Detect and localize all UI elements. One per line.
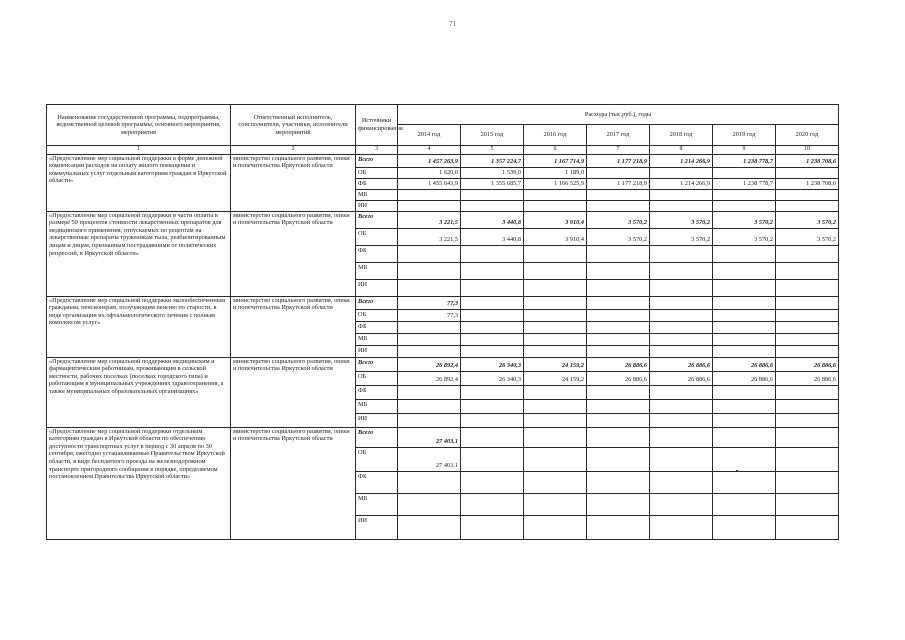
funding-source: ОБ <box>356 309 398 321</box>
amount-cell <box>650 515 713 539</box>
amount-cell: 3 910,4 <box>524 228 587 245</box>
funding-source: МБ <box>356 262 398 279</box>
amount-cell <box>461 399 524 413</box>
amount-cell <box>461 515 524 539</box>
amount-cell <box>650 427 713 447</box>
table-row <box>47 427 839 447</box>
amount-cell <box>776 309 839 321</box>
amount-cell <box>650 447 713 471</box>
amount-cell: 26 886,6 <box>713 357 776 371</box>
amount-cell <box>776 385 839 399</box>
funding-source: ИИ <box>356 413 398 427</box>
amount-cell <box>713 309 776 321</box>
amount-cell <box>587 515 650 539</box>
amount-cell <box>398 515 461 539</box>
amount-cell: 1 620,0 <box>398 167 461 178</box>
amount-cell <box>713 167 776 178</box>
amount-cell <box>398 345 461 357</box>
amount-cell <box>650 309 713 321</box>
budget-table <box>46 104 839 540</box>
amount-cell <box>587 279 650 296</box>
amount-cell <box>461 279 524 296</box>
header-year: 2016 год <box>524 125 587 146</box>
amount-cell <box>713 515 776 539</box>
amount-cell: 1 214 266,9 <box>650 178 713 189</box>
amount-cell <box>398 245 461 262</box>
amount-cell <box>587 189 650 200</box>
amount-cell <box>713 345 776 357</box>
column-number: 7 <box>587 146 650 155</box>
amount-cell <box>461 447 524 471</box>
amount-cell <box>713 399 776 413</box>
header-year: 2019 год <box>713 125 776 146</box>
amount-cell: 26 886,6 <box>713 371 776 385</box>
amount-cell <box>650 200 713 211</box>
amount-cell <box>398 279 461 296</box>
column-number: 3 <box>356 146 398 155</box>
amount-cell <box>461 385 524 399</box>
amount-cell: 77,3 <box>398 309 461 321</box>
executor: министерство социального развития, опеки и попечительства Иркутской области <box>231 211 356 296</box>
amount-cell <box>713 262 776 279</box>
amount-cell <box>524 427 587 447</box>
header-executor: Ответственный исполнитель, соисполнители, участники, исполнители мероприятий <box>231 105 356 146</box>
amount-cell <box>587 309 650 321</box>
amount-cell <box>776 245 839 262</box>
amount-cell <box>587 471 650 493</box>
amount-cell <box>713 279 776 296</box>
amount-cell <box>398 200 461 211</box>
amount-cell <box>524 296 587 309</box>
column-number: 1 <box>47 146 231 155</box>
amount-cell: 26 886,6 <box>650 371 713 385</box>
amount-cell: 3 570,2 <box>650 211 713 228</box>
amount-cell <box>398 493 461 515</box>
amount-cell: 26 886,6 <box>587 357 650 371</box>
amount-cell <box>713 321 776 333</box>
amount-cell <box>587 296 650 309</box>
amount-cell <box>587 385 650 399</box>
amount-cell <box>587 200 650 211</box>
funding-source: ФБ <box>356 321 398 333</box>
amount-cell: 3 221,5 <box>398 211 461 228</box>
amount-cell <box>461 296 524 309</box>
amount-cell <box>713 471 776 493</box>
amount-cell: 1 355 685,7 <box>461 178 524 189</box>
amount-cell <box>650 345 713 357</box>
amount-cell <box>776 333 839 345</box>
amount-cell: 26 340,3 <box>461 357 524 371</box>
measure-name: «Предоставление мер социальной поддержки медицинским и фармацевтическим работникам, проживающим в сельской местности, рабочих поселках (поселках городского типа) и работающим в муниципальных учреждениях здравоохранения, а также муниципальных образовательных организациях» <box>47 357 231 427</box>
amount-cell <box>713 189 776 200</box>
amount-cell <box>587 447 650 471</box>
amount-cell: 26 892,4 <box>398 371 461 385</box>
amount-cell <box>776 515 839 539</box>
amount-cell <box>713 427 776 447</box>
amount-cell <box>461 262 524 279</box>
amount-cell: 1 238 708,6 <box>776 178 839 189</box>
amount-cell: 3 570,2 <box>776 228 839 245</box>
funding-source: ОБ <box>356 228 398 245</box>
amount-cell: 1 177 218,9 <box>587 154 650 167</box>
amount-cell <box>587 345 650 357</box>
amount-cell <box>776 279 839 296</box>
amount-cell <box>713 333 776 345</box>
amount-cell <box>524 385 587 399</box>
amount-cell: 27 403,1 <box>398 427 461 447</box>
amount-cell: 27 403,1 <box>398 447 461 471</box>
amount-cell <box>461 189 524 200</box>
funding-source: МБ <box>356 333 398 345</box>
header-name: Наименование государственной программы, подпрограммы, ведомственной целевой программы, основного мероприятия, мероприятия <box>47 105 231 146</box>
header-year: 2015 год <box>461 125 524 146</box>
amount-cell <box>650 189 713 200</box>
header-source: Источники финансирования <box>356 105 398 146</box>
amount-cell <box>713 200 776 211</box>
amount-cell: 3 910,4 <box>524 211 587 228</box>
executor: министерство социального развития, опеки и попечительства Иркутской области <box>231 296 356 357</box>
amount-cell <box>776 447 839 471</box>
amount-cell <box>650 413 713 427</box>
funding-source: ОБ <box>356 371 398 385</box>
executor: министерство социального развития, опеки и попечительства Иркутской области <box>231 154 356 211</box>
amount-cell <box>587 262 650 279</box>
amount-cell: 1 238 778,7 <box>713 154 776 167</box>
amount-cell: 1 214 266,9 <box>650 154 713 167</box>
amount-cell <box>650 167 713 178</box>
header-expenses: Расходы (тыс.руб.), годы <box>398 105 839 125</box>
amount-cell: 1 238 708,6 <box>776 154 839 167</box>
amount-cell: 3 570,2 <box>713 228 776 245</box>
funding-source: Всего <box>356 357 398 371</box>
funding-source: Всего <box>356 296 398 309</box>
measure-name: «Предоставление мер социальной поддержки в части оплаты в размере 50 процентов стоимости лекарственных препаратов для медицинского применения, отпускаемых по рецептам на лекарственные препараты труженикам тыла, реабилитированным лицам и лицам, признанным пострадавшими от политических репрессий, в Иркутской области» <box>47 211 231 296</box>
amount-cell <box>524 262 587 279</box>
amount-cell: 3 570,2 <box>776 211 839 228</box>
amount-cell <box>776 200 839 211</box>
amount-cell <box>776 189 839 200</box>
amount-cell <box>461 309 524 321</box>
amount-cell <box>524 493 587 515</box>
funding-source: МБ <box>356 399 398 413</box>
amount-cell <box>587 399 650 413</box>
amount-cell <box>524 200 587 211</box>
table-row <box>47 211 839 228</box>
amount-cell <box>650 385 713 399</box>
measure-name: «Предоставление мер социальной поддержки малообеспеченным гражданам, пенсионерам, получающим пенсию по старости, в виде организации их офтальмологического лечения с полным комплексом услуг» <box>47 296 231 357</box>
amount-cell <box>461 200 524 211</box>
amount-cell: 24 159,2 <box>524 371 587 385</box>
header-year: 2014 год <box>398 125 461 146</box>
funding-source: ФБ <box>356 178 398 189</box>
amount-cell <box>398 385 461 399</box>
executor: министерство социального развития, опеки и попечительства Иркутской области <box>231 357 356 427</box>
header-year: 2018 год <box>650 125 713 146</box>
amount-cell: 1 539,0 <box>461 167 524 178</box>
amount-cell: 3 570,2 <box>713 211 776 228</box>
amount-cell <box>524 345 587 357</box>
amount-cell <box>650 399 713 413</box>
column-number: 10 <box>776 146 839 155</box>
amount-cell: 1 177 218,9 <box>587 178 650 189</box>
amount-cell <box>650 296 713 309</box>
amount-cell <box>461 471 524 493</box>
amount-cell <box>776 427 839 447</box>
amount-cell: 26 340,3 <box>461 371 524 385</box>
amount-cell: 3 570,2 <box>587 228 650 245</box>
amount-cell <box>776 167 839 178</box>
amount-cell <box>524 413 587 427</box>
amount-cell: 3 440,8 <box>461 228 524 245</box>
amount-cell <box>461 321 524 333</box>
amount-cell <box>776 296 839 309</box>
table-row <box>47 154 839 167</box>
amount-cell <box>587 493 650 515</box>
amount-cell <box>524 309 587 321</box>
column-number: 8 <box>650 146 713 155</box>
funding-source: МБ <box>356 189 398 200</box>
amount-cell <box>461 345 524 357</box>
amount-cell: 26 892,4 <box>398 357 461 371</box>
amount-cell <box>524 333 587 345</box>
column-number: 9 <box>713 146 776 155</box>
amount-cell <box>524 279 587 296</box>
amount-cell <box>776 471 839 493</box>
amount-cell <box>713 493 776 515</box>
amount-cell: 26 886,6 <box>650 357 713 371</box>
amount-cell <box>398 333 461 345</box>
amount-cell <box>713 385 776 399</box>
measure-name: «Предоставление мер социальной поддержки отдельным категориям граждан в Иркутской области по обеспечению доступности транспортных услуг в период с 30 апреля по 30 сентября, ежегодно устанавливаемые Правительством Иркутской области, в виде бесплатного проезда на железнодорожном транспорте пригородного сообщения в порядке, определяемом постановлением Правительства Иркутской области» <box>47 427 231 539</box>
table-row <box>47 296 839 309</box>
amount-cell <box>524 399 587 413</box>
amount-cell <box>398 321 461 333</box>
executor: министерство социального развития, опеки и попечительства Иркутской области <box>231 427 356 539</box>
header-year: 2017 год <box>587 125 650 146</box>
amount-cell <box>776 413 839 427</box>
amount-cell <box>713 296 776 309</box>
amount-cell <box>713 245 776 262</box>
funding-source: ФБ <box>356 245 398 262</box>
funding-source: ИИ <box>356 515 398 539</box>
amount-cell: 3 221,5 <box>398 228 461 245</box>
amount-cell: 26 886,6 <box>776 371 839 385</box>
amount-cell <box>461 245 524 262</box>
amount-cell: 1 457 263,9 <box>398 154 461 167</box>
amount-cell <box>587 333 650 345</box>
amount-cell <box>398 471 461 493</box>
amount-cell <box>524 189 587 200</box>
amount-cell <box>524 515 587 539</box>
funding-source: Всего <box>356 211 398 228</box>
funding-source: ФБ <box>356 385 398 399</box>
amount-cell: 3 440,8 <box>461 211 524 228</box>
funding-source: Всего <box>356 427 398 447</box>
amount-cell <box>650 493 713 515</box>
scan-mark <box>736 470 738 472</box>
funding-source: ОБ <box>356 447 398 471</box>
amount-cell <box>587 321 650 333</box>
funding-source: ФБ <box>356 471 398 493</box>
amount-cell <box>650 471 713 493</box>
amount-cell: 3 570,2 <box>650 228 713 245</box>
amount-cell <box>713 413 776 427</box>
amount-cell: 77,3 <box>398 296 461 309</box>
amount-cell <box>461 427 524 447</box>
amount-cell: 1 167 714,9 <box>524 154 587 167</box>
amount-cell <box>587 167 650 178</box>
amount-cell <box>587 427 650 447</box>
amount-cell <box>524 447 587 471</box>
amount-cell <box>776 321 839 333</box>
amount-cell <box>398 189 461 200</box>
amount-cell: 1 357 224,7 <box>461 154 524 167</box>
amount-cell: 3 570,2 <box>587 211 650 228</box>
amount-cell <box>650 321 713 333</box>
amount-cell <box>776 493 839 515</box>
amount-cell <box>398 399 461 413</box>
amount-cell <box>713 447 776 471</box>
amount-cell: 26 886,6 <box>776 357 839 371</box>
amount-cell <box>650 279 713 296</box>
amount-cell <box>461 413 524 427</box>
amount-cell: 1 455 643,9 <box>398 178 461 189</box>
amount-cell <box>650 245 713 262</box>
amount-cell <box>587 245 650 262</box>
amount-cell <box>587 413 650 427</box>
amount-cell: 1 189,0 <box>524 167 587 178</box>
amount-cell <box>398 262 461 279</box>
column-number: 4 <box>398 146 461 155</box>
column-number: 2 <box>231 146 356 155</box>
amount-cell <box>650 262 713 279</box>
amount-cell <box>776 345 839 357</box>
amount-cell: 1 238 778,7 <box>713 178 776 189</box>
funding-source: ОБ <box>356 167 398 178</box>
column-number: 5 <box>461 146 524 155</box>
amount-cell <box>461 493 524 515</box>
table-row <box>47 357 839 371</box>
header-year: 2020 год <box>776 125 839 146</box>
amount-cell <box>524 321 587 333</box>
funding-source: МБ <box>356 493 398 515</box>
page-number: 71 <box>449 20 456 28</box>
amount-cell <box>398 413 461 427</box>
amount-cell: 1 166 525,9 <box>524 178 587 189</box>
measure-name: «Предоставление мер социальной поддержки в форме денежной компенсации расходов на оплату жилого помещения и коммунальных услуг отдельным категориям граждан в Иркутской области» <box>47 154 231 211</box>
amount-cell <box>524 245 587 262</box>
amount-cell <box>776 262 839 279</box>
funding-source: ИИ <box>356 345 398 357</box>
funding-source: ИИ <box>356 279 398 296</box>
amount-cell <box>524 471 587 493</box>
amount-cell <box>650 333 713 345</box>
amount-cell <box>776 399 839 413</box>
funding-source: Всего <box>356 154 398 167</box>
column-number: 6 <box>524 146 587 155</box>
amount-cell: 26 886,6 <box>587 371 650 385</box>
amount-cell <box>461 333 524 345</box>
amount-cell: 24 159,2 <box>524 357 587 371</box>
funding-source: ИИ <box>356 200 398 211</box>
